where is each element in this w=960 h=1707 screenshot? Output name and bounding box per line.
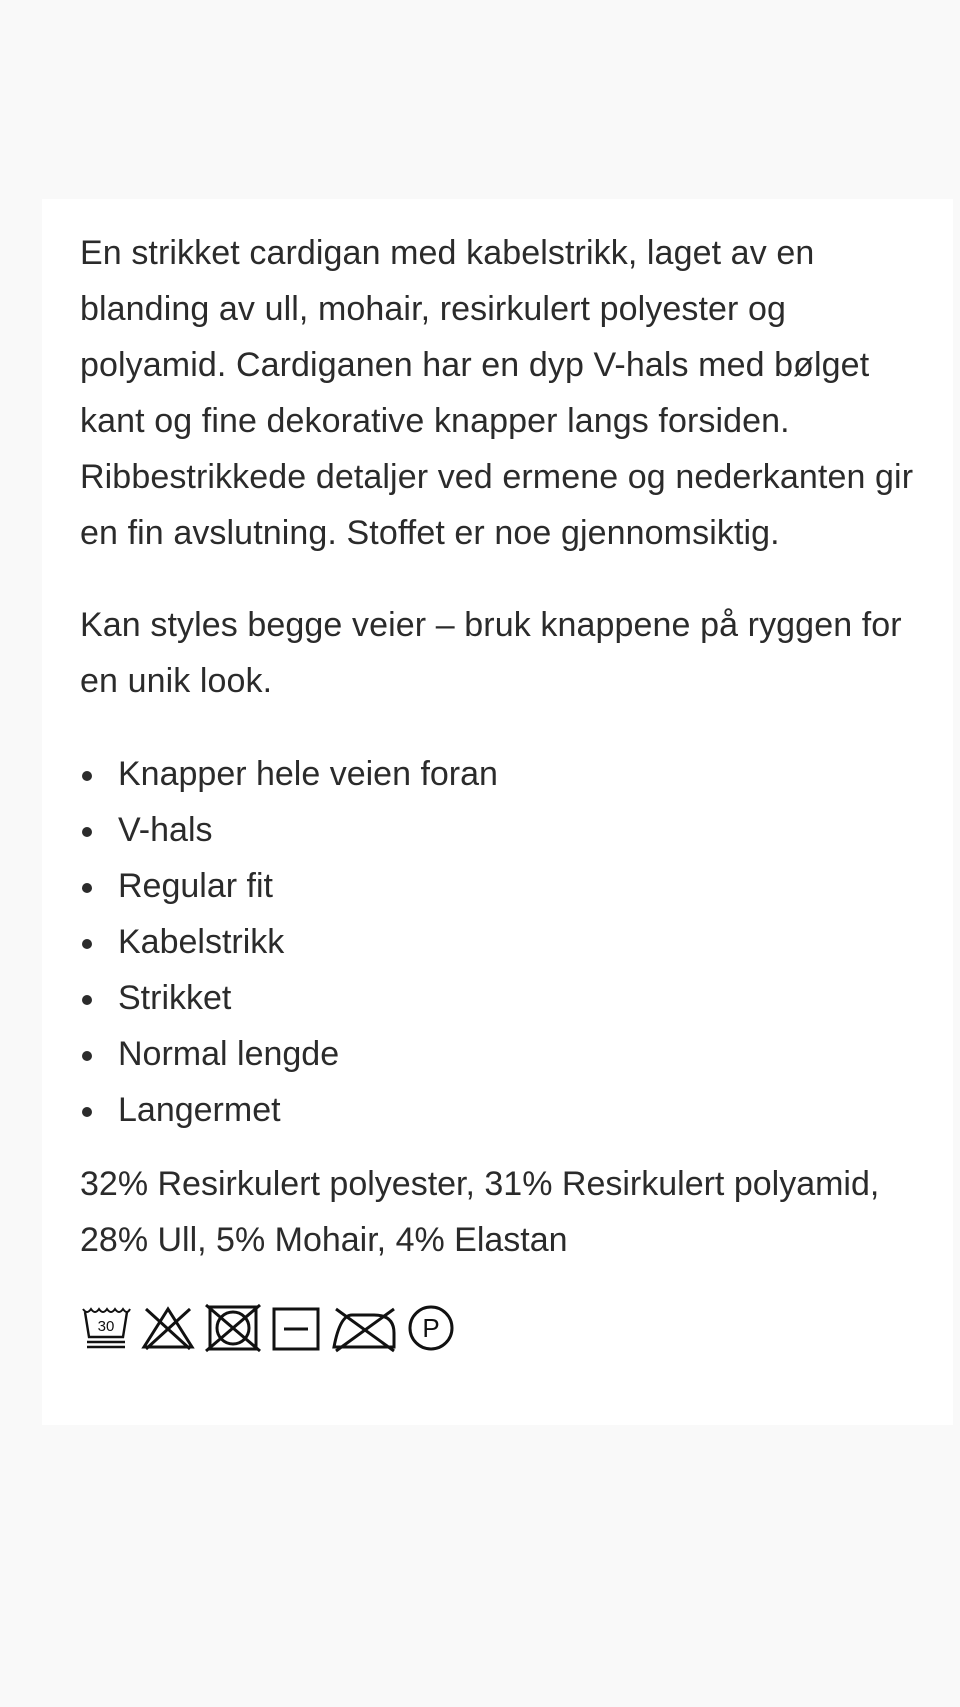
- description-paragraph: En strikket cardigan med kabelstrikk, laget av en blanding av ull, mohair, resirkulert polyester og polyamid. Cardiganen har en dyp V-hals med bølget kant og fine dekorative knapper langs forsiden. Ribbestrikkede detaljer ved ermene og nederkanten gir en fin avslutning. Stoffet er noe gjennomsiktig.: [80, 234, 914, 552]
- feature-item: Normal lengde: [80, 1026, 915, 1082]
- do-not-tumble-dry-icon: [204, 1303, 262, 1353]
- care-instructions: [80, 1302, 915, 1354]
- dry-flat-icon: [270, 1303, 322, 1353]
- styling-tip: Kan styles begge veier – bruk knappene på ryggen for en unik look.: [80, 606, 902, 700]
- feature-item: V-hals: [80, 802, 915, 858]
- product-description-card: [42, 199, 953, 1425]
- feature-item: Langermet: [80, 1082, 915, 1138]
- feature-item: Regular fit: [80, 858, 915, 914]
- wash-30-gentle-icon: [80, 1303, 132, 1353]
- feature-list: [80, 746, 915, 1138]
- feature-item: Knapper hele veien foran: [80, 746, 915, 802]
- feature-item: Kabelstrikk: [80, 914, 915, 970]
- do-not-bleach-icon: [140, 1303, 196, 1353]
- do-not-iron-icon: [330, 1303, 398, 1353]
- wash-temperature: 30: [97, 1318, 115, 1335]
- dry-clean-letter: P: [422, 1313, 440, 1343]
- material-composition: 32% Resirkulert polyester, 31% Resirkulert polyamid, 28% Ull, 5% Mohair, 4% Elastan: [80, 1165, 880, 1259]
- feature-item: Strikket: [80, 970, 915, 1026]
- dry-clean-p-icon: [406, 1303, 456, 1353]
